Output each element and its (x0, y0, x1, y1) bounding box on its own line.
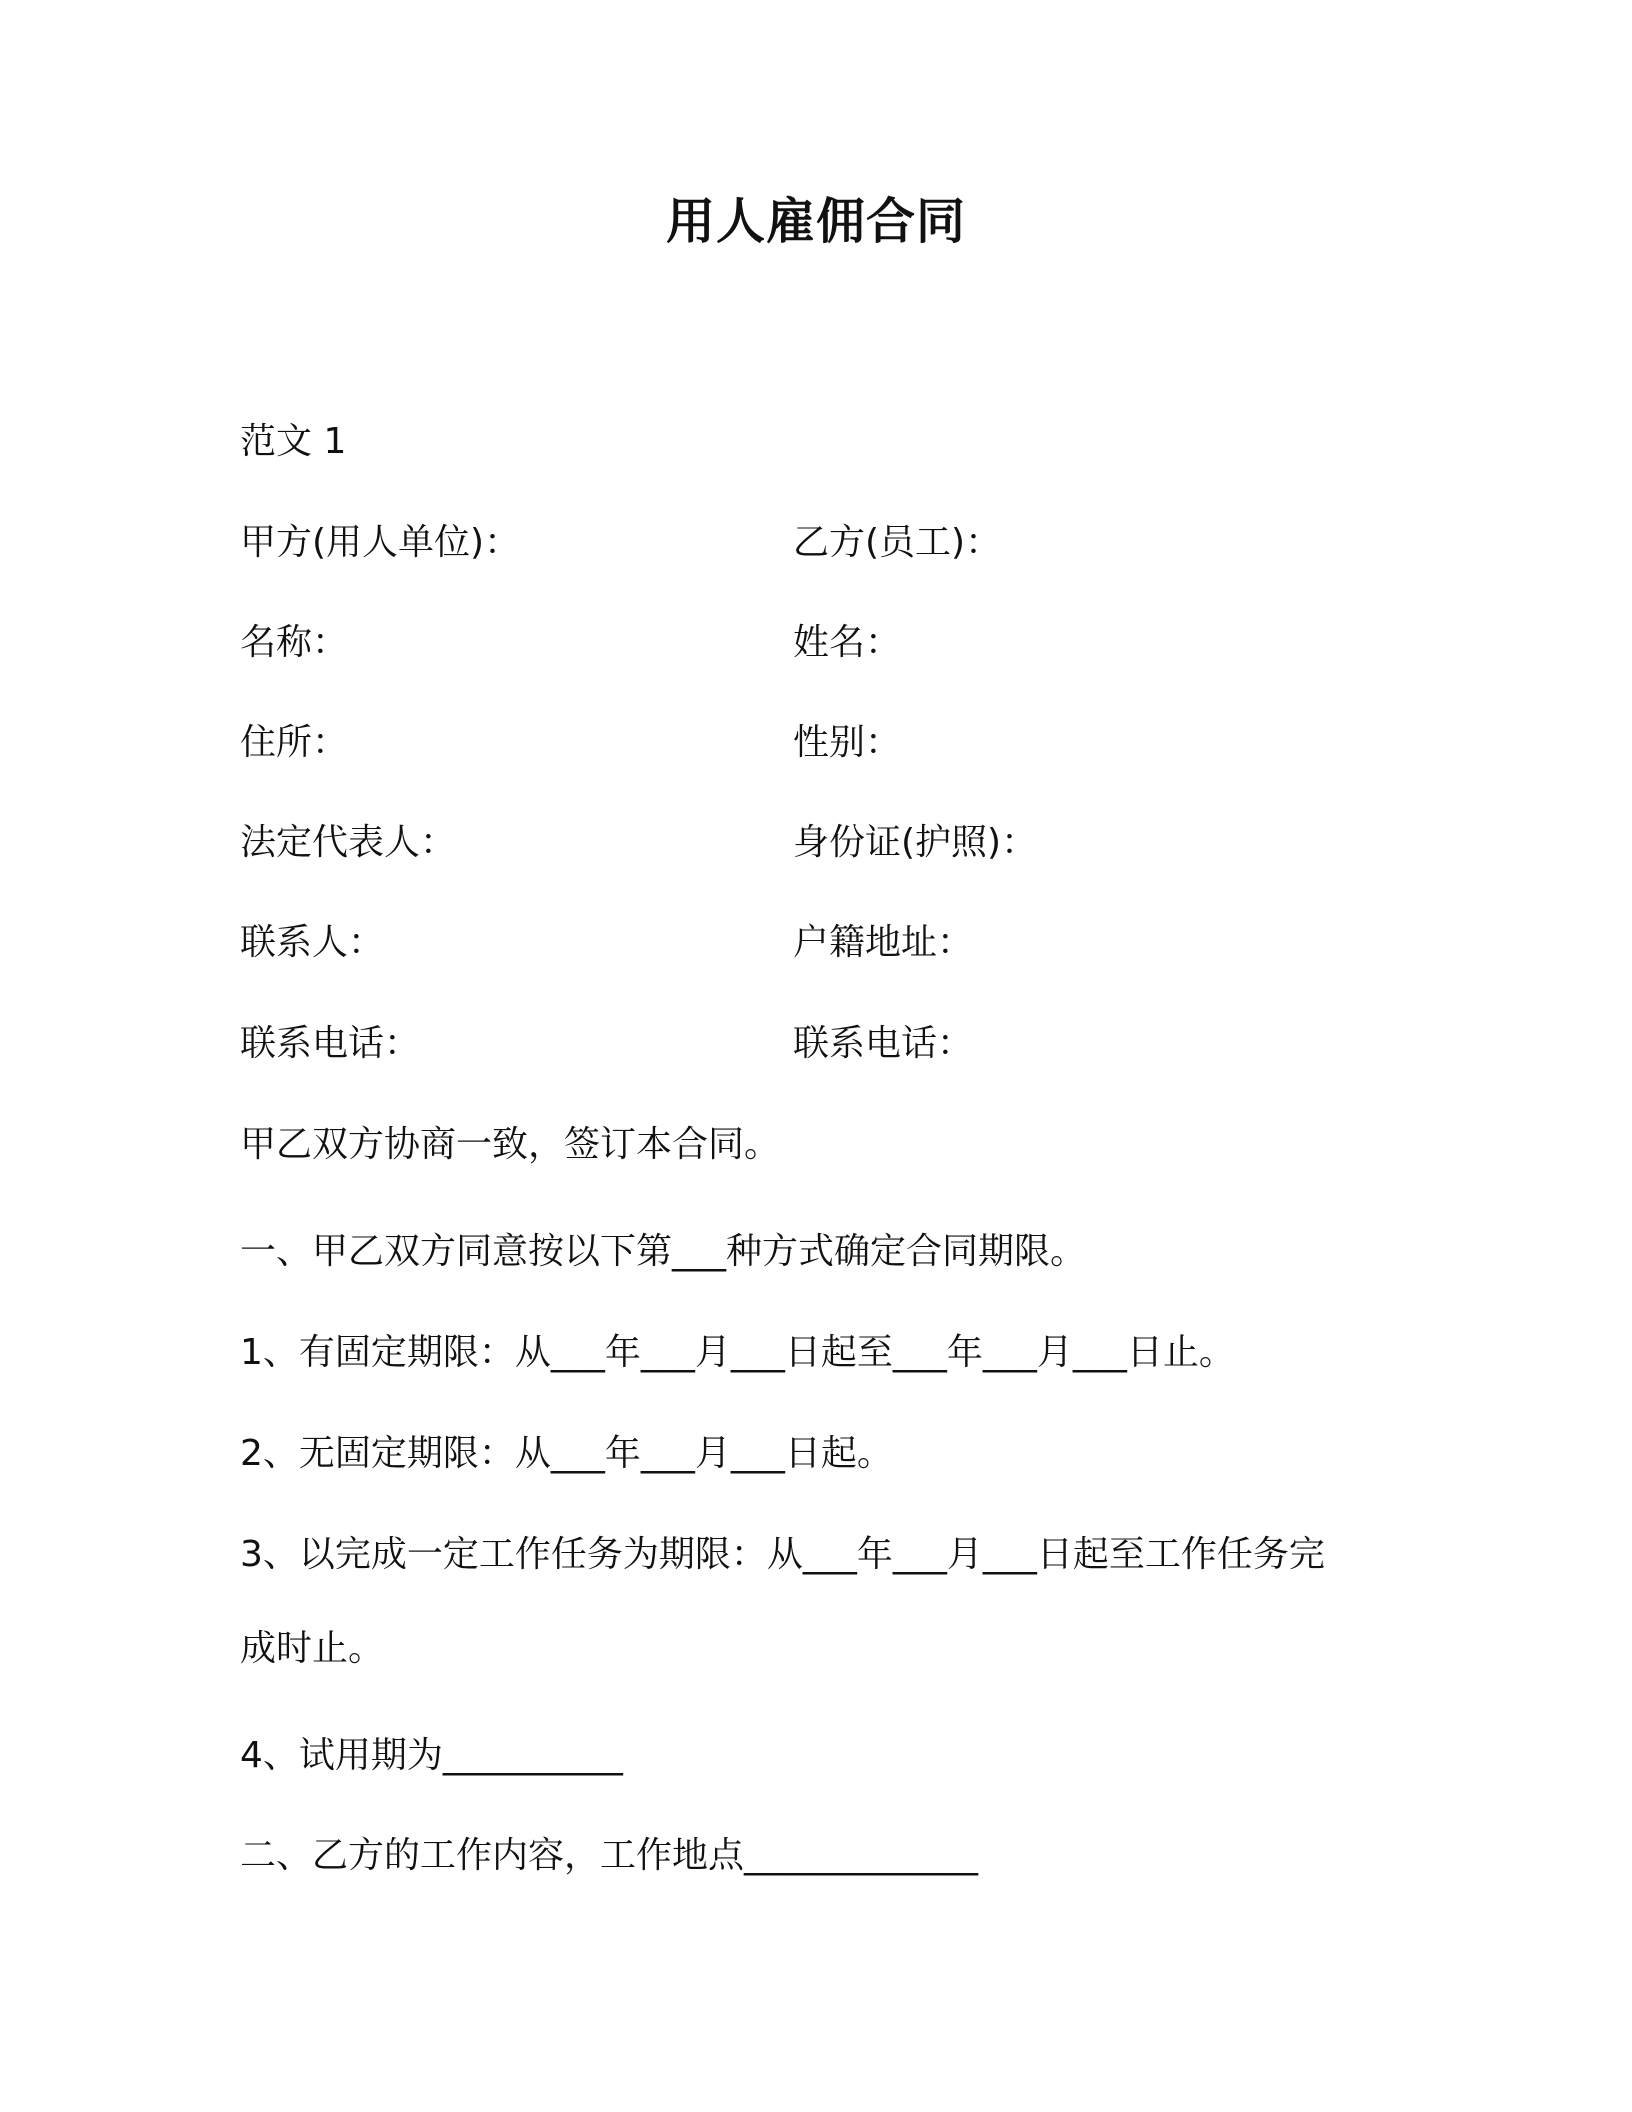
party-a-heading: 甲方(用人单位)： (240, 522, 521, 563)
party-a-address-label: 住所： (240, 722, 349, 763)
party-a-name-label: 名称： (240, 622, 349, 663)
party-a-phone-label: 联系电话： (240, 1023, 421, 1064)
sample-label: 范文 1 (240, 421, 347, 462)
clause-1-item-fixed-term: 1、有固定期限：从___年___月___日起至___年___月___日止。 (240, 1332, 1235, 1373)
party-b-gender-label: 性别： (793, 722, 902, 763)
party-a-legal-rep-label: 法定代表人： (240, 822, 457, 863)
party-b-id-label: 身份证(护照)： (793, 822, 1038, 863)
party-b-name-label: 姓名： (793, 622, 902, 663)
clause-1-item-task-term: 3、以完成一定工作任务为期限：从___年___月___日起至工作任务完 (240, 1534, 1325, 1575)
clause-1-item-probation: 4、试用期为__________ (240, 1735, 623, 1776)
party-b-household-label: 户籍地址： (793, 922, 974, 963)
document-title: 用人雇佣合同 (665, 193, 966, 250)
party-b-heading: 乙方(员工)： (793, 522, 1002, 563)
clause-1-item-open-term: 2、无固定期限：从___年___月___日起。 (240, 1433, 893, 1474)
clause-2-heading: 二、乙方的工作内容，工作地点_____________ (240, 1835, 979, 1876)
clause-1-item-task-term-continued: 成时止。 (240, 1628, 385, 1669)
agreement-text: 甲乙双方协商一致，签订本合同。 (240, 1124, 781, 1165)
party-a-contact-label: 联系人： (240, 922, 385, 963)
clause-1-heading: 一、甲乙双方同意按以下第___种方式确定合同期限。 (240, 1231, 1087, 1272)
party-b-phone-label: 联系电话： (793, 1023, 974, 1064)
